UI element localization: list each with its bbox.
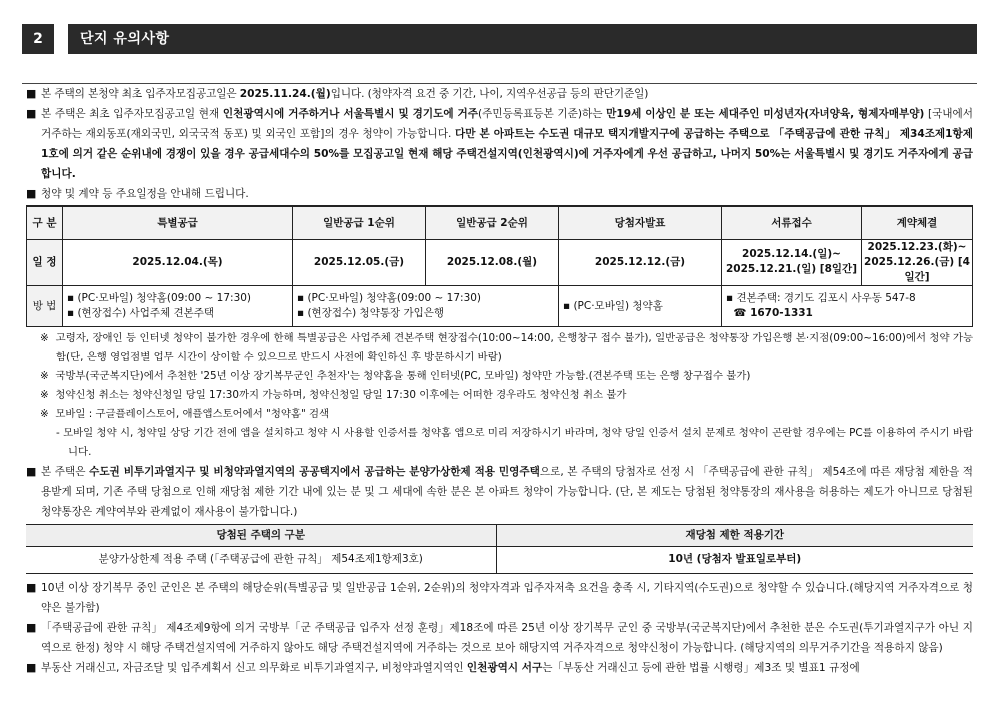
section-header xyxy=(22,24,977,54)
schedule-header-row xyxy=(27,206,973,239)
schedule-date-announce: 2025.12.12.(금) xyxy=(559,239,722,285)
schedule-date-docs: 2025.12.14.(일)~ 2025.12.21.(일) [8일간] xyxy=(722,239,862,285)
schedule-method-special: ▪ (PC·모바일) 청약홈(09:00 ~ 17:30) ▪ (현장접수) 사업주체 견본주택 xyxy=(63,285,293,326)
notice-paragraph-long-service-military: ■ 10년 이상 장기복무 중인 군인은 본 주택의 해당순위(특별공급 및 일반공급 1순위, 2순위)의 청약자격과 입주자저축 요건을 충족 시, 기타지역(수도권)으로 청약할 수 있습니다.(해당지역 거주자격으로 청약은 불가함) xyxy=(26,578,973,618)
schedule-method-model-house: ▪ 견본주택: 경기도 김포시 사우동 547-8 ☎ 1670-1331 xyxy=(722,285,973,326)
restriction-header-period: 재당첨 제한 적용기간 xyxy=(496,524,973,546)
bullet-square-icon: ■ xyxy=(26,580,37,594)
note-marker-icon: ※ xyxy=(40,407,49,420)
notice-content xyxy=(22,83,977,715)
bullet-square-icon: ■ xyxy=(26,107,37,120)
bullet-square-icon: ■ xyxy=(26,187,37,200)
notice-paragraph-transaction-report: ■ 부동산 거래신고, 자금조달 및 입주계획서 신고 의무화로 비투기과열지구, 비청약과열지역인 인천광역시 서구는「부동산 거래신고 등에 관한 법률 시행령」제3조 및 별표1 규정에 xyxy=(26,658,973,678)
bullet-square-icon: ■ xyxy=(26,464,37,478)
schedule-row-label-date: 일 정 xyxy=(27,239,63,285)
rewinning-restriction-table xyxy=(26,524,973,574)
restriction-header-row xyxy=(26,524,973,546)
restriction-period-value: 10년 (당첨자 발표일로부터) xyxy=(496,546,973,573)
model-house-phone: 1670-1331 xyxy=(750,306,813,319)
schedule-notes xyxy=(26,327,973,462)
schedule-method-announce: ▪ (PC·모바일) 청약홈 xyxy=(559,285,722,326)
schedule-date-contract: 2025.12.23.(화)~ 2025.12.26.(금) [4일간] xyxy=(862,239,973,285)
restriction-type-value: 분양가상한제 적용 주택 (「주택공급에 관한 규칙」 제54조제1항제3호) xyxy=(98,553,423,566)
notice-paragraph-announcement-date: ■ 본 주택의 본청약 최초 입주자모집공고일은 2025.11.24.(월)입니다. (청약자격 요건 중 기간, 나이, 지역우선공급 등의 판단기준일) xyxy=(26,84,973,104)
schedule-header-contract: 계약체결 xyxy=(862,206,973,239)
schedule-method-general: ▪ (PC·모바일) 청약홈(09:00 ~ 17:30) ▪ (현장접수) 청약통장 가입은행 xyxy=(293,285,559,326)
note-mobile-certificate: - 모바일 청약 시, 청약일 상당 기간 전에 앱을 설치하고 청약 시 사용할 인증서를 청약홈 앱으로 미리 저장하시기 바라며, 청약 당일 인증서 설치 문제로 청약이 곤란할 경우에는 PC를 이용하여 주시기 바랍니다. xyxy=(56,426,973,458)
schedule-table xyxy=(26,205,973,327)
notice-paragraph-rewinning-restriction: ■ 본 주택은 수도권 비투기과열지구 및 비청약과열지역의 공공택지에서 공급하는 분양가상한제 적용 민영주택으로, 본 주택의 당첨자로 선정 시 「주택공급에 관한 규칙」 제54조에 따른 재당첨 제한을 적용받게 되며, 기존 주택 당첨으로 인해 재당첨 제한 기간 내에 있는 분 및 그 세대에 속한 분은 본 아파트 청약이 가능합니다. (단, 본 제도는 당첨된 청약통장의 재사용을 허용하는 제도가 아니므로 당첨된 청약통장은 계약여부와 관계없이 재사용이 불가합니다.) xyxy=(26,462,973,522)
notice-paragraph-25-year-military: ■ 「주택공급에 관한 규칙」 제4조제9항에 의거 국방부「군 주택공급 입주자 선정 훈령」제18조에 따른 25년 이상 장기복무 군인 중 국방부(국군복지단)에서 추천한 분은 수도권(투기과열지구가 아닌 지역으로 한정) 청약 시 해당 주택건설지역에 거주하지 않아도 해당 주택건설지역에 거주하는 것으로 보아 해당지역 거주자격으로 청약신청이 가능합니다. (해당지역의 의무거주기간을 적용하지 않음) xyxy=(26,618,973,658)
bullet-square-icon: ■ xyxy=(26,87,37,100)
bullet-square-icon: ■ xyxy=(26,620,37,634)
schedule-date-row xyxy=(27,239,973,285)
schedule-method-row xyxy=(27,285,973,326)
restriction-data-row xyxy=(26,546,973,573)
notice-paragraph-schedule-intro: ■ 청약 및 계약 등 주요일정을 안내해 드립니다. xyxy=(26,184,973,204)
schedule-header-category: 구 분 xyxy=(27,206,63,239)
section-number: 2 xyxy=(33,30,43,47)
bullet-square-icon: ■ xyxy=(26,660,37,674)
schedule-date-special: 2025.12.04.(목) xyxy=(63,239,293,285)
notice-paragraph-eligibility: ■ 본 주택은 최초 입주자모집공고일 현재 인천광역시에 거주하거나 서울특별시 및 경기도에 거주(주민등록표등본 기준)하는 만19세 이상인 분 또는 세대주인 미성년자(자녀양육, 형제자매부양) [국내에서 거주하는 재외동포(재외국민, 외국국적 동포) 및 외국인 포함]의 경우 청약이 가능합니다. 다만 본 아파트는 수도권 대규모 택지개발지구에 공급하는 주택으로 「주택공급에 관한 규칙」 제34조제1항제1호에 의거 같은 순위내에 경쟁이 있을 경우 공급세대수의 50%를 모집공고일 현재 해당 주택건설지역(인천광역시)에 거주자에게 우선 공급하고, 나머지 50%는 서울특별시 및 경기도 거주자에게 공급합니다. xyxy=(26,104,973,184)
note-marker-icon: ※ xyxy=(40,331,49,344)
schedule-row-label-method: 방 법 xyxy=(27,285,63,326)
schedule-header-docs: 서류접수 xyxy=(722,206,862,239)
schedule-header-announce: 당첨자발표 xyxy=(559,206,722,239)
section-header-divider xyxy=(54,24,68,54)
note-marker-icon: ※ xyxy=(40,388,49,401)
note-cancel-deadline: ※ 청약신청 취소는 청약신청일 당일 17:30까지 가능하며, 청약신청일 당일 17:30 이후에는 어떠한 경우라도 청약신청 취소 불가 xyxy=(40,388,627,401)
note-military-recommendation: ※ 국방부(국군복지단)에서 추천한 '25년 이상 장기복무군인 추천자'는 청약홈을 통해 인터넷(PC, 모바일) 청약만 가능함.(견본주택 또는 은행 창구접수 불가) xyxy=(40,369,751,382)
schedule-header-special: 특별공급 xyxy=(63,206,293,239)
schedule-header-first: 일반공급 1순위 xyxy=(293,206,426,239)
phone-icon: ☎ xyxy=(733,306,747,319)
schedule-date-first: 2025.12.05.(금) xyxy=(293,239,426,285)
schedule-header-second: 일반공급 2순위 xyxy=(426,206,559,239)
note-marker-icon: ※ xyxy=(40,369,49,382)
section-title: 단지 유의사항 xyxy=(80,30,170,47)
note-mobile-app: ※ 모바일 : 구글플레이스토어, 애플앱스토어에서 "청약홈" 검색 xyxy=(40,407,330,420)
note-offline-application: ※ 고령자, 장애인 등 인터넷 청약이 불가한 경우에 한해 특별공급은 사업주체 견본주택 현장접수(10:00~14:00, 은행창구 접수 불가), 일반공급은 청약통장 가입은행 본·지점(09:00~16:00)에서 청약 가능함(단, 은행 영업점별 업무 시간이 상이할 수 있으므로 반드시 사전에 확인하신 후 방문하시기 바람) xyxy=(40,331,973,363)
schedule-date-second: 2025.12.08.(월) xyxy=(426,239,559,285)
restriction-header-type: 당첨된 주택의 구분 xyxy=(26,524,496,546)
